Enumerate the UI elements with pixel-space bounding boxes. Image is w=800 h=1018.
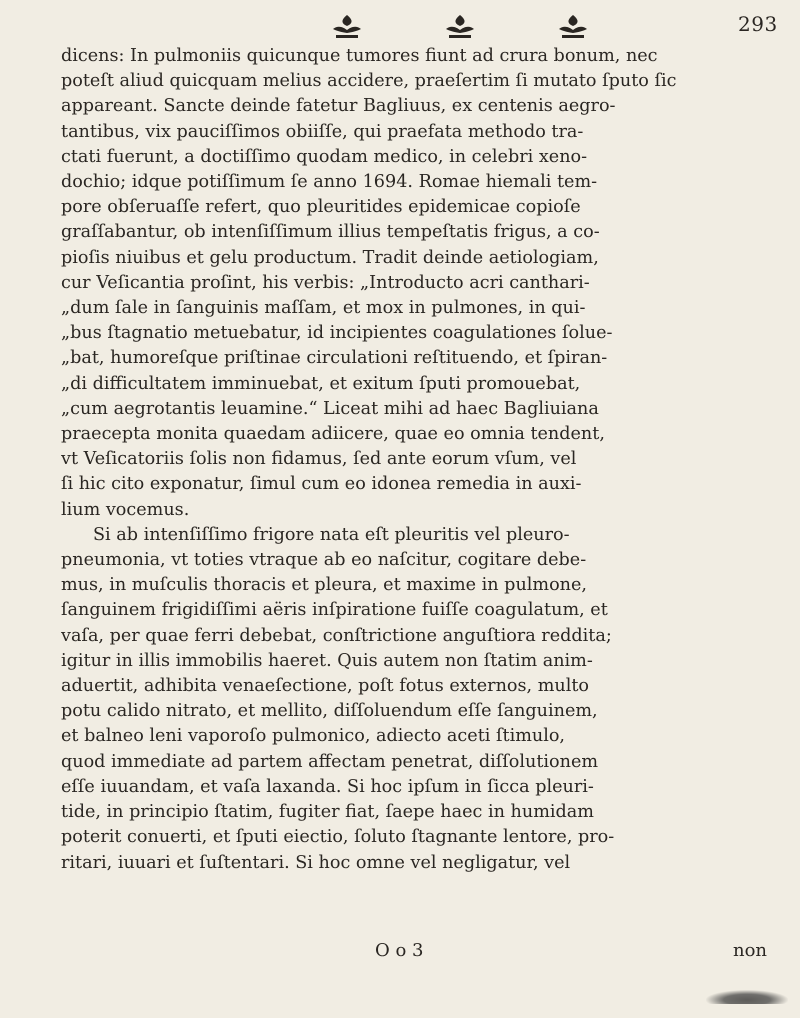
text-line: ctati fuerunt, a doctiſſimo quodam medico, in celebri xeno-	[61, 146, 588, 167]
text-line: „di difficultatem imminuebat, et exitum ſputi promouebat,	[61, 373, 581, 394]
page-footer	[0, 938, 800, 968]
text-line: poterit conuerti, et ſputi eiectio, ſoluto ſtagnante lentore, pro-	[61, 827, 615, 848]
text-line: ritari, iuuari et ſuſtentari. Si hoc omne vel negligatur, vel	[61, 852, 571, 873]
text-line: cur Veſicantia proſint, his verbis: „Introducto acri canthari-	[61, 272, 590, 293]
text-line: potu calido nitrato, et mellito, diſſoluendum eſſe ſanguinem,	[61, 701, 598, 722]
text-line: poteſt aliud quicquam melius accidere, praeſertim ſi mutato ſputo ſic	[61, 71, 677, 92]
text-line: dicens: In pulmoniis quicunque tumores fiunt ad crura bonum, nec	[61, 46, 658, 66]
text-line: graſſabantur, ob intenſiſſimum illius tempeſtatis frigus, a co-	[61, 222, 600, 243]
body-text	[61, 44, 773, 876]
text-line: quod immediate ad partem affectam penetrat, diſſolutionem	[61, 751, 599, 772]
fleuron-icon	[556, 13, 590, 41]
text-line: mus, in muſculis thoracis et pleura, et maxime in pulmone,	[61, 575, 588, 596]
text-line: aduertit, adhibita venaeſectione, poſt fotus externos, multo	[61, 676, 590, 697]
text-line: et balneo leni vaporoſo pulmonico, adiecto aceti ſtimulo,	[61, 726, 566, 747]
text-line: praecepta monita quaedam adiicere, quae eo omnia tendent,	[61, 424, 605, 445]
text-line: Si ab intenſiſſimo frigore nata eſt pleuritis vel pleuro-	[93, 524, 570, 545]
text-line: vt Veſicatoriis ſolis non fidamus, ſed ante eorum vſum, vel	[61, 449, 577, 470]
text-line: eſſe iuuandam, et vaſa laxanda. Si hoc ipſum in ſicca pleuri-	[61, 776, 594, 797]
text-line: appareant. Sancte deinde fatetur Bagliuus, ex centenis aegro-	[61, 96, 616, 117]
text-line: pioſis niuibus et gelu productum. Tradit deinde aetiologiam,	[61, 247, 599, 268]
text-line: „bus ſtagnatio metuebatur, id incipientes coagulationes ſolue-	[61, 323, 613, 344]
fleuron-icon	[443, 13, 477, 41]
text-line: pneumonia, vt toties vtraque ab eo naſcitur, cogitare debe-	[61, 550, 587, 571]
text-line: ſi hic cito exponatur, ſimul cum eo idonea remedia in auxi-	[61, 474, 582, 495]
text-line: tide, in principio ſtatim, fugiter fiat, ſaepe haec in humidam	[61, 802, 594, 823]
text-line: vaſa, per quae ferri debebat, conſtrictione anguſtiora reddita;	[61, 625, 612, 646]
text-line: „bat, humoreſque priſtinae circulationi reſtituendo, et ſpiran-	[61, 348, 608, 369]
text-line: tantibus, vix pauciſſimos obiiſſe, qui praefata methodo tra-	[61, 121, 584, 142]
text-line: pore obſeruaſſe refert, quo pleuritides epidemicae copioſe	[61, 197, 581, 218]
text-line: „cum aegrotantis leuamine.“ Liceat mihi ad haec Bagliuiana	[61, 398, 599, 419]
header-ornaments	[330, 10, 590, 44]
text-line: ſanguinem frigidiſſimi aëris inſpiratione fuiſſe coagulatum, et	[61, 600, 608, 621]
text-line: lium vocemus.	[61, 499, 190, 520]
page-number: 293	[738, 12, 778, 36]
catchword: non	[733, 940, 768, 961]
signature-mark: O o 3	[375, 940, 424, 961]
ink-stain	[706, 990, 788, 1004]
text-line: „dum ſale in ſanguinis maſſam, et mox in pulmones, in qui-	[61, 298, 586, 319]
text-line: dochio; idque potiſſimum ſe anno 1694. Romae hiemali tem-	[61, 172, 598, 193]
text-line: igitur in illis immobilis haeret. Quis autem non ſtatim anim-	[61, 650, 593, 671]
fleuron-icon	[330, 13, 364, 41]
